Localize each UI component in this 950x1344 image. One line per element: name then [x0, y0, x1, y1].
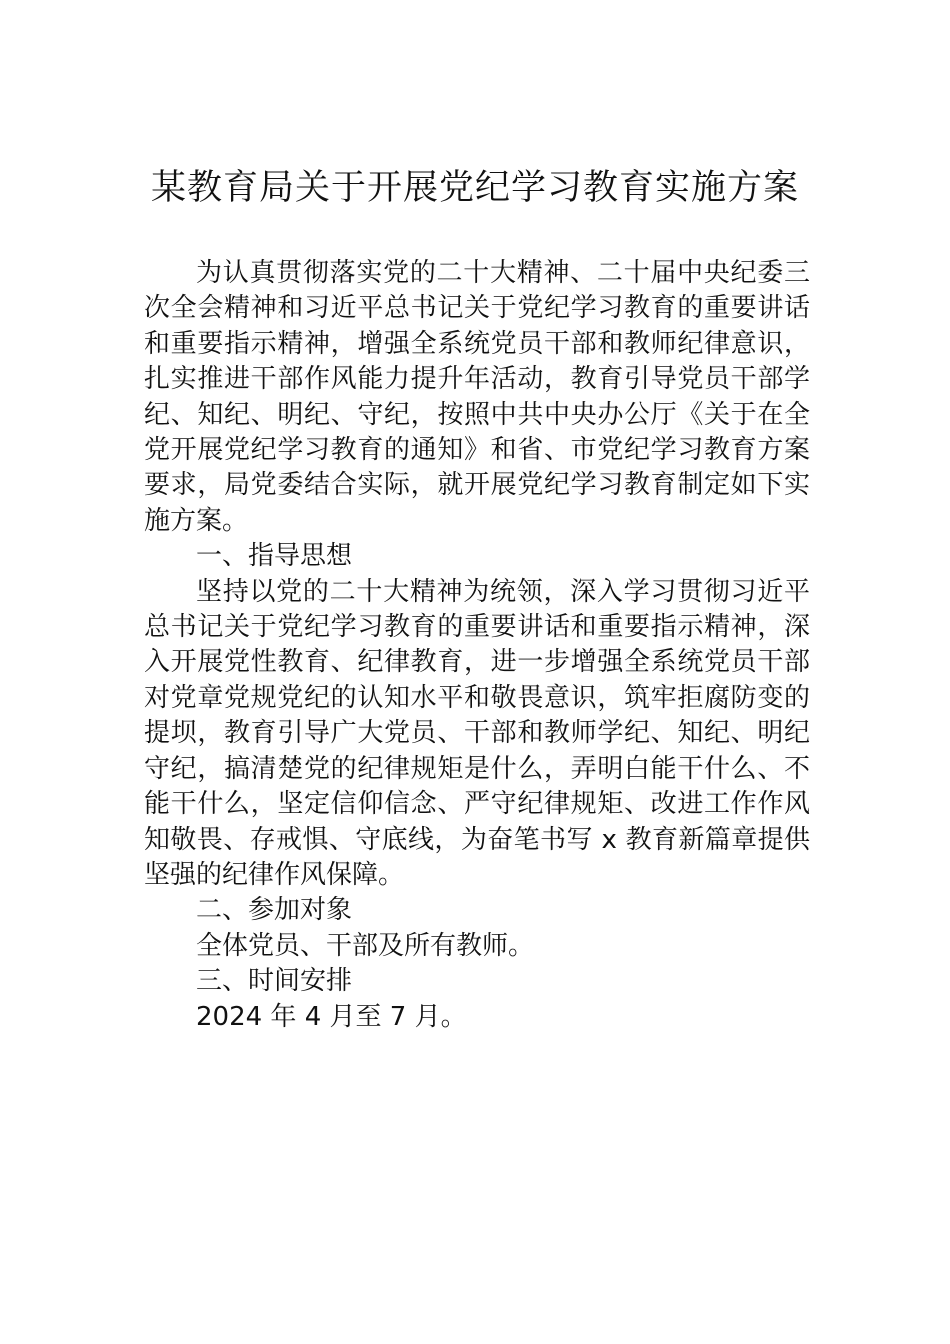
section-heading-guiding-thought: 一、指导思想 [196, 541, 353, 572]
section-heading-schedule: 三、时间安排 [196, 966, 353, 997]
document-body [144, 256, 810, 1035]
section-body-guiding-thought: 坚持以党的二十大精神为统领，深入学习贯彻习近平总书记关于党纪学习教育的重要讲话和重要指示精神，深入开展党性教育、纪律教育，进一步增强全系统党员干部对党章党规党纪的认知水平和敬畏意识，筑牢拒腐防变的提坝，教育引导广大党员、干部和教师学纪、知纪、明纪守纪，搞清楚党的纪律规矩是什么，弄明白能干什么、不能干什么，坚定信仰信念、严守纪律规矩、改进工作作风知敬畏、存戒惧、守底线，为奋笔书写 x 教育新篇章提供坚强的纪律作风保障。 [144, 576, 810, 890]
intro-paragraph: 为认真贯彻落实党的二十大精神、二十届中央纪委三次全会精神和习近平总书记关于党纪学习教育的重要讲话和重要指示精神，增强全系统党员干部和教师纪律意识，扎实推进干部作风能力提升年活动，教育引导党员干部学纪、知纪、明纪、守纪，按照中共中央办公厅《关于在全党开展党纪学习教育的通知》和省、市党纪学习教育方案要求，局党委结合实际，就开展党纪学习教育制定如下实施方案。 [144, 258, 810, 536]
document-title: 某教育局关于开展党纪学习教育实施方案 [150, 168, 799, 208]
section-body-schedule: 2024 年 4 月至 7 月。 [196, 1001, 467, 1032]
section-heading-participants: 二、参加对象 [196, 895, 353, 926]
section-body-participants: 全体党员、干部及所有教师。 [196, 930, 535, 961]
